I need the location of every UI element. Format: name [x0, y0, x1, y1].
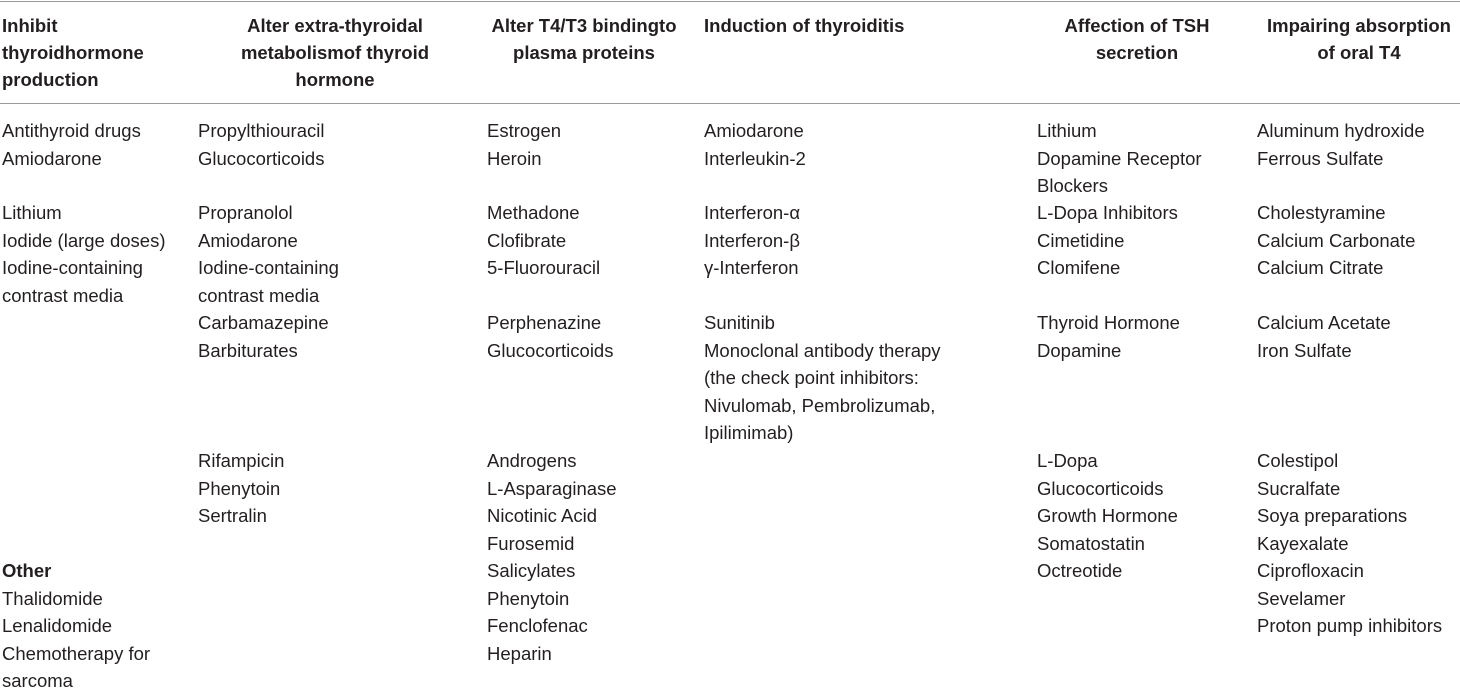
cell-item: Soya preparations [1257, 505, 1408, 526]
cell-item: Growth Hormone [1037, 505, 1178, 526]
cell-item: Salicylates [487, 560, 576, 581]
cell-item: Kayexalate [1257, 532, 1349, 554]
cell-item: Clofibrate [487, 229, 567, 251]
cell-item: Antithyroid drugs [2, 120, 141, 141]
cell-item: Nicotinic Acid [487, 505, 598, 526]
header-cell-4 [704, 12, 904, 39]
table-cell [704, 309, 941, 447]
header-text: Induction of thyroiditis [704, 15, 905, 36]
cell-item: Androgens [487, 450, 577, 471]
table-cell [1037, 199, 1178, 282]
cell-item: Sevelamer [1257, 587, 1346, 609]
cell-item: Cimetidine [1037, 229, 1125, 251]
table-cell [1037, 309, 1180, 364]
cell-item: Cholestyramine [1257, 202, 1386, 223]
table-cell [198, 117, 324, 172]
table-cell [487, 309, 613, 364]
table-cell [704, 199, 800, 282]
table-cell [198, 199, 339, 309]
table-top-rule [0, 1, 1460, 2]
header-text: Alter extra-thyroidal [247, 15, 423, 36]
cell-item: Glucocorticoids [1037, 477, 1164, 499]
cell-item: L-Dopa Inhibitors [1037, 202, 1178, 223]
cell-item: Propranolol [198, 202, 293, 223]
cell-item: Calcium Acetate [1257, 312, 1391, 333]
cell-item: (the check point inhibitors: [704, 367, 919, 388]
cell-item: Glucocorticoids [198, 147, 325, 169]
cell-item: Sucralfate [1257, 477, 1341, 499]
cell-item: 5-Fluorouracil [487, 257, 601, 278]
cell-item: Propylthiouracil [198, 120, 325, 141]
cell-item: sarcoma [2, 670, 73, 691]
cell-item: Amiodarone [704, 120, 804, 141]
cell-item: Clomifene [1037, 257, 1121, 278]
cell-item: Blockers [1037, 175, 1108, 196]
cell-item: Glucocorticoids [487, 339, 614, 361]
table-cell [198, 447, 284, 530]
cell-item: Phenytoin [198, 477, 281, 499]
cell-item: Interleukin-2 [704, 147, 806, 169]
table-cell [1257, 117, 1425, 172]
cell-item: Iron Sulfate [1257, 339, 1352, 361]
table-cell [1257, 199, 1415, 282]
cell-item: Carbamazepine [198, 312, 329, 333]
header-text: production [2, 69, 99, 90]
cell-item: Monoclonal antibody therapy [704, 339, 941, 361]
cell-item: Heroin [487, 147, 542, 169]
cell-item: Furosemid [487, 532, 575, 554]
cell-item: L-Asparaginase [487, 477, 617, 499]
cell-item: Phenytoin [487, 587, 570, 609]
other-section-title: Other [2, 560, 52, 581]
table-cell [2, 117, 141, 172]
cell-item: Aluminum hydroxide [1257, 120, 1425, 141]
cell-item: Nivulomab, Pembrolizumab, [704, 394, 936, 416]
cell-item: Thyroid Hormone [1037, 312, 1180, 333]
header-cell-5 [1052, 12, 1222, 66]
cell-item: Iodide (large doses) [2, 229, 166, 251]
cell-item: Dopamine Receptor [1037, 147, 1202, 169]
cell-item: Lithium [2, 202, 62, 223]
cell-item: Barbiturates [198, 339, 298, 361]
cell-item: Lenalidomide [2, 615, 113, 636]
table-cell [487, 117, 561, 172]
cell-item: Calcium Carbonate [1257, 229, 1416, 251]
header-text: Impairing absorption [1267, 15, 1451, 36]
cell-item: Iodine-containing [2, 257, 143, 278]
header-cell-3 [476, 12, 692, 66]
header-text: thyroidhormone [2, 42, 144, 63]
header-cell-2 [220, 12, 450, 93]
cell-item: contrast media [2, 284, 124, 306]
cell-item: Fenclofenac [487, 615, 588, 636]
cell-item: Dopamine [1037, 339, 1122, 361]
cell-item: Interferon-β [704, 229, 800, 251]
header-text: secretion [1095, 42, 1179, 63]
cell-item: Heparin [487, 642, 552, 664]
cell-item: Rifampicin [198, 450, 285, 471]
cell-item: Interferon-α [704, 202, 801, 223]
table-cell [1257, 309, 1391, 364]
cell-item: Sertralin [198, 505, 267, 526]
table-cell [198, 309, 329, 364]
cell-item: Colestipol [1257, 450, 1339, 471]
cell-item: contrast media [198, 284, 320, 306]
cell-item: Ciprofloxacin [1257, 560, 1364, 581]
cell-item: Chemotherapy for [2, 642, 151, 664]
cell-item: Octreotide [1037, 560, 1123, 581]
header-bottom-rule [0, 103, 1460, 104]
table-cell [704, 117, 806, 172]
cell-item: Ipilimimab) [704, 422, 794, 443]
cell-item: Amiodarone [2, 147, 102, 169]
cell-item: L-Dopa [1037, 450, 1098, 471]
table-cell [487, 199, 600, 282]
table-cell [1037, 447, 1178, 585]
table-cell [487, 447, 617, 667]
cell-item: Lithium [1037, 120, 1097, 141]
table-cell [1257, 447, 1442, 640]
cell-item: Calcium Citrate [1257, 257, 1384, 278]
table-cell [1037, 117, 1202, 200]
header-text: plasma proteins [513, 42, 655, 63]
cell-item: Estrogen [487, 120, 562, 141]
header-text: Alter T4/T3 bindingto [491, 15, 677, 36]
cell-item: Perphenazine [487, 312, 602, 333]
header-cell-1 [2, 12, 144, 93]
cell-item: γ-Interferon [704, 257, 799, 278]
cell-item: Proton pump inhibitors [1257, 615, 1443, 636]
header-text: Affection of TSH [1064, 15, 1210, 36]
cell-item: Somatostatin [1037, 532, 1145, 554]
header-text: metabolismof thyroid [240, 42, 430, 63]
cell-item: Amiodarone [198, 229, 298, 251]
table-cell [2, 199, 166, 309]
cell-item: Methadone [487, 202, 580, 223]
cell-item: Sunitinib [704, 312, 775, 333]
cell-item: Thalidomide [2, 587, 103, 609]
header-text: of oral T4 [1317, 42, 1401, 63]
other-section [2, 557, 150, 695]
cell-item: Iodine-containing [198, 257, 339, 278]
header-text: hormone [295, 69, 375, 90]
header-text: Inhibit [2, 15, 58, 36]
header-cell-6 [1254, 12, 1460, 66]
cell-item: Ferrous Sulfate [1257, 147, 1384, 169]
